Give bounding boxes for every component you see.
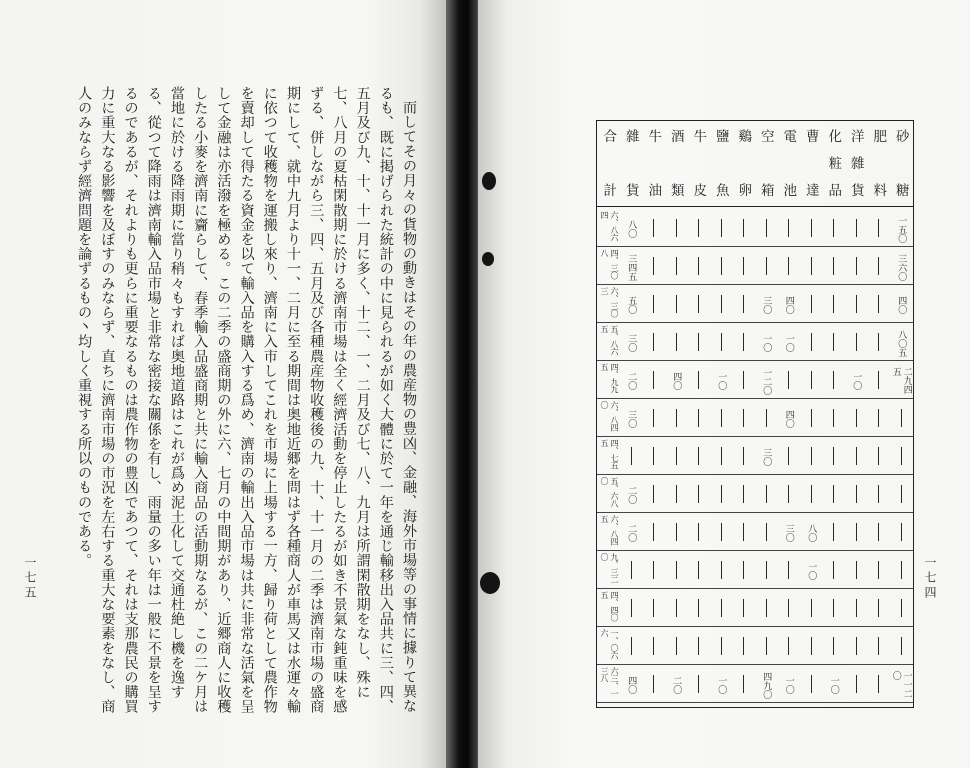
empty-dash bbox=[788, 219, 789, 237]
empty-dash bbox=[721, 257, 722, 275]
column-header-top: 牛 bbox=[690, 129, 707, 145]
empty-dash bbox=[743, 485, 744, 503]
book-gutter bbox=[446, 0, 482, 768]
empty-dash bbox=[743, 523, 744, 541]
column-header bbox=[732, 121, 755, 206]
binding-hole bbox=[482, 172, 496, 190]
empty-dash bbox=[833, 295, 834, 313]
column-header-top: 酒 bbox=[667, 129, 684, 145]
row-rule bbox=[597, 284, 913, 285]
row-total-label: 六、八四五 bbox=[600, 515, 619, 545]
empty-dash bbox=[653, 219, 654, 237]
empty-dash bbox=[698, 447, 699, 465]
empty-dash bbox=[811, 599, 812, 617]
empty-dash bbox=[901, 637, 902, 655]
row-rule bbox=[597, 398, 913, 399]
table-row bbox=[597, 515, 913, 551]
table-cell: 四〇 bbox=[626, 676, 637, 694]
row-rule bbox=[597, 246, 913, 247]
empty-dash bbox=[676, 409, 677, 427]
row-rule bbox=[597, 550, 913, 551]
empty-dash bbox=[878, 257, 879, 275]
row-total-label: 六、八四〇 bbox=[600, 401, 619, 431]
table-cell: 三〇 bbox=[626, 334, 637, 352]
empty-dash bbox=[698, 523, 699, 541]
empty-dash bbox=[856, 333, 857, 351]
column-header-mid: 雜 bbox=[847, 155, 864, 172]
empty-dash bbox=[653, 257, 654, 275]
empty-dash bbox=[901, 485, 902, 503]
empty-dash bbox=[856, 599, 857, 617]
table-cell: 一〇 bbox=[783, 676, 794, 694]
empty-dash bbox=[856, 675, 857, 693]
empty-dash bbox=[698, 409, 699, 427]
table-cell: 四〇 bbox=[783, 410, 794, 428]
empty-dash bbox=[878, 561, 879, 579]
empty-dash bbox=[743, 561, 744, 579]
empty-dash bbox=[631, 447, 632, 465]
table-header bbox=[597, 121, 913, 207]
empty-dash bbox=[676, 523, 677, 541]
row-total-label: 九、三二〇 bbox=[600, 553, 619, 583]
table-cell: 三〇 bbox=[761, 296, 772, 314]
empty-dash bbox=[811, 371, 812, 389]
column-header-top: 化 bbox=[825, 129, 842, 145]
empty-dash bbox=[698, 599, 699, 617]
empty-dash bbox=[721, 637, 722, 655]
empty-dash bbox=[878, 333, 879, 351]
column-header bbox=[890, 121, 913, 206]
empty-dash bbox=[856, 637, 857, 655]
column-header-top: 空 bbox=[757, 129, 774, 145]
empty-dash bbox=[833, 485, 834, 503]
empty-dash bbox=[721, 599, 722, 617]
row-total-label: 六、八六四 bbox=[600, 211, 619, 241]
column-header-bottom: 達 bbox=[802, 182, 819, 198]
empty-dash bbox=[811, 485, 812, 503]
table-cell: 一〇 bbox=[783, 334, 794, 352]
column-header-top: 合 bbox=[600, 129, 617, 145]
column-header bbox=[597, 121, 620, 206]
table-cell: 五〇 bbox=[626, 296, 637, 314]
empty-dash bbox=[901, 561, 902, 579]
empty-dash bbox=[788, 485, 789, 503]
column-header bbox=[867, 121, 890, 206]
empty-dash bbox=[653, 599, 654, 617]
column-header-bottom: 糖 bbox=[892, 182, 909, 198]
empty-dash bbox=[676, 599, 677, 617]
empty-dash bbox=[743, 675, 744, 693]
empty-dash bbox=[811, 257, 812, 275]
column-header bbox=[687, 121, 710, 206]
table-cell: 三四五 bbox=[626, 253, 637, 281]
empty-dash bbox=[743, 637, 744, 655]
empty-dash bbox=[676, 219, 677, 237]
column-header-top: 牛 bbox=[645, 129, 662, 145]
empty-dash bbox=[721, 561, 722, 579]
table-cell: 一〇 bbox=[716, 676, 727, 694]
empty-dash bbox=[676, 561, 677, 579]
column-header-top: 洋 bbox=[847, 129, 864, 145]
row-rule bbox=[597, 626, 913, 627]
empty-dash bbox=[721, 485, 722, 503]
table-row bbox=[597, 553, 913, 589]
empty-dash bbox=[653, 637, 654, 655]
empty-dash bbox=[721, 409, 722, 427]
empty-dash bbox=[743, 447, 744, 465]
column-header-bottom: 箱 bbox=[757, 182, 774, 198]
column-header-bottom: 油 bbox=[645, 182, 662, 198]
row-total-label: 一、〇六六 bbox=[600, 629, 619, 659]
column-header-top: 曹 bbox=[802, 129, 819, 145]
column-header bbox=[710, 121, 733, 206]
table-row bbox=[597, 401, 913, 437]
column-header bbox=[800, 121, 823, 206]
table-row bbox=[597, 591, 913, 627]
table-cell: 一二〇 bbox=[761, 367, 772, 395]
empty-dash bbox=[901, 523, 902, 541]
empty-dash bbox=[631, 637, 632, 655]
column-header-bottom: 魚 bbox=[712, 182, 729, 198]
table-row bbox=[597, 249, 913, 285]
row-total-label: 四、七五五 bbox=[600, 439, 619, 469]
empty-dash bbox=[743, 371, 744, 389]
left-page bbox=[0, 0, 452, 768]
column-header-top: 鷄 bbox=[735, 129, 752, 145]
empty-dash bbox=[653, 333, 654, 351]
page-number-left: 一七五 bbox=[23, 556, 37, 601]
column-header-top: 電 bbox=[780, 129, 797, 145]
table-cell: 四九〇 bbox=[761, 671, 772, 699]
empty-dash bbox=[878, 637, 879, 655]
empty-dash bbox=[676, 485, 677, 503]
column-header-top: 砂 bbox=[892, 129, 909, 145]
empty-dash bbox=[766, 219, 767, 237]
table-cell: 一〇 bbox=[828, 676, 839, 694]
empty-dash bbox=[631, 599, 632, 617]
statistics-table bbox=[596, 120, 914, 708]
table-cell: 二九四五 bbox=[890, 367, 912, 394]
empty-dash bbox=[878, 485, 879, 503]
empty-dash bbox=[878, 295, 879, 313]
column-header-bottom: 貨 bbox=[847, 182, 864, 198]
page-number-right: 一七四 bbox=[923, 556, 937, 601]
empty-dash bbox=[811, 409, 812, 427]
row-rule bbox=[597, 360, 913, 361]
empty-dash bbox=[653, 675, 654, 693]
row-total-label: 四、四〇五 bbox=[600, 591, 619, 621]
empty-dash bbox=[856, 485, 857, 503]
empty-dash bbox=[766, 485, 767, 503]
empty-dash bbox=[788, 257, 789, 275]
empty-dash bbox=[811, 219, 812, 237]
column-header-bottom: 卵 bbox=[735, 182, 752, 198]
empty-dash bbox=[856, 523, 857, 541]
column-header-bottom: 皮 bbox=[690, 182, 707, 198]
table-row bbox=[597, 325, 913, 361]
empty-dash bbox=[766, 561, 767, 579]
empty-dash bbox=[653, 523, 654, 541]
empty-dash bbox=[878, 371, 879, 389]
table-row bbox=[597, 287, 913, 323]
empty-dash bbox=[901, 409, 902, 427]
empty-dash bbox=[721, 447, 722, 465]
empty-dash bbox=[878, 675, 879, 693]
table-cell: 三〇 bbox=[761, 448, 772, 466]
table-cell: 四〇 bbox=[896, 296, 907, 314]
empty-dash bbox=[811, 637, 812, 655]
empty-dash bbox=[788, 637, 789, 655]
column-header-bottom: 貨 bbox=[622, 182, 639, 198]
empty-dash bbox=[788, 599, 789, 617]
empty-dash bbox=[833, 219, 834, 237]
empty-dash bbox=[833, 523, 834, 541]
empty-dash bbox=[721, 333, 722, 351]
table-cell: 八〇 bbox=[806, 524, 817, 542]
empty-dash bbox=[653, 371, 654, 389]
empty-dash bbox=[833, 447, 834, 465]
empty-dash bbox=[653, 561, 654, 579]
column-header bbox=[755, 121, 778, 206]
empty-dash bbox=[743, 599, 744, 617]
column-header-bottom: 品 bbox=[825, 182, 842, 198]
empty-dash bbox=[833, 599, 834, 617]
table-cell: 三六〇 bbox=[896, 253, 907, 281]
row-total-label: 六三、一三八 bbox=[600, 667, 619, 697]
empty-dash bbox=[788, 371, 789, 389]
empty-dash bbox=[901, 447, 902, 465]
paragraph: 而してその月々の貨物の動きはその年の農産物の豊凶、金融、海外市場等の事情に據りて異なるも、既に掲げられた統計の中に見られるが如く大體に於て一年を通じ輸移出入品共に三、四、五月及び九、十、十一月に多く、十二、一、二月及び七、八、九月は所謂閑散期をなし、殊に七、八月の夏枯閑散期に於ける濟南市場は全く經濟活動を停止したるが如き不景氣な鈍重味を感ずる、併しながら三、四、五月及び各種農産物收穫後の九、十、十一月の二季は濟南市場の盛商期にして、就中九月より十一、二月に至る期間は奥地近郷を問はず各種商人が車馬又は水運々輸に依つて收穫物を運搬し來り、濟南に入市してこれを市場に上場する一方、歸り荷として農作物を賣却して得たる資金を以て輸入品を購入する爲め、濟南の輸出入品市場は共に非常な活氣を呈して金融は亦活潑を極める。この二季の盛商期の外に六、七月の中間期があり、近郷商人に收穫したる小麥を濟南に齎らして、春季輸入品盛商期と共に輸入商品の活動期なるが、この二ケ月は當地に於ける降雨期に當り稍々もすれば奥地道路はこれが爲め泥土化して交通杜絶し機を逸する、從つて降雨は濟南輸入品市場と非常な密接な關係を有し、雨量の多い年は一般に不景を呈するのであるが、それよりも更らに重要なるものは農作物の豊凶であつて、それは支那農民の購買力に重大なる影響を及ぼすのみならず、直ちに濟南市場の市況を左右する重大な要素をなし、商人のみならず經濟問題を論ずるもの丶均しく重視する所以のものである。 bbox=[76, 86, 417, 714]
empty-dash bbox=[811, 447, 812, 465]
empty-dash bbox=[833, 637, 834, 655]
row-rule bbox=[597, 322, 913, 323]
empty-dash bbox=[676, 333, 677, 351]
empty-dash bbox=[766, 409, 767, 427]
column-header bbox=[845, 121, 868, 206]
empty-dash bbox=[811, 295, 812, 313]
row-rule bbox=[597, 588, 913, 589]
empty-dash bbox=[653, 447, 654, 465]
row-rule bbox=[597, 512, 913, 513]
column-header-bottom: 類 bbox=[667, 182, 684, 198]
table-row bbox=[597, 363, 913, 399]
empty-dash bbox=[676, 447, 677, 465]
table-cell: 八〇五 bbox=[896, 329, 907, 357]
table-row bbox=[597, 477, 913, 513]
empty-dash bbox=[721, 523, 722, 541]
empty-dash bbox=[766, 523, 767, 541]
empty-dash bbox=[878, 523, 879, 541]
table-row bbox=[597, 439, 913, 475]
empty-dash bbox=[856, 561, 857, 579]
table-row bbox=[597, 629, 913, 665]
empty-dash bbox=[833, 409, 834, 427]
empty-dash bbox=[743, 409, 744, 427]
row-total-label: 四、九九五 bbox=[600, 363, 619, 393]
row-rule bbox=[597, 474, 913, 475]
binding-hole bbox=[482, 252, 494, 266]
column-header-bottom: 池 bbox=[780, 182, 797, 198]
empty-dash bbox=[833, 333, 834, 351]
column-header bbox=[822, 121, 845, 206]
row-total-label: 四、三〇八 bbox=[600, 249, 619, 279]
empty-dash bbox=[698, 561, 699, 579]
body-text bbox=[48, 86, 420, 726]
empty-dash bbox=[698, 257, 699, 275]
empty-dash bbox=[698, 675, 699, 693]
empty-dash bbox=[878, 599, 879, 617]
empty-dash bbox=[743, 257, 744, 275]
table-cell: 二〇 bbox=[671, 676, 682, 694]
table-cell: 一〇 bbox=[716, 372, 727, 390]
empty-dash bbox=[676, 257, 677, 275]
table-cell: 一〇 bbox=[851, 372, 862, 390]
table-cell: 三〇 bbox=[783, 524, 794, 542]
column-header bbox=[642, 121, 665, 206]
empty-dash bbox=[743, 219, 744, 237]
empty-dash bbox=[833, 257, 834, 275]
table-cell: 二〇 bbox=[626, 524, 637, 542]
row-rule bbox=[597, 702, 913, 703]
column-header-top: 鹽 bbox=[712, 129, 729, 145]
empty-dash bbox=[743, 333, 744, 351]
empty-dash bbox=[766, 599, 767, 617]
empty-dash bbox=[698, 219, 699, 237]
column-header-top: 肥 bbox=[870, 129, 887, 145]
empty-dash bbox=[653, 485, 654, 503]
table-row bbox=[597, 211, 913, 247]
table-cell: 二〇 bbox=[626, 486, 637, 504]
empty-dash bbox=[766, 637, 767, 655]
empty-dash bbox=[788, 447, 789, 465]
empty-dash bbox=[698, 333, 699, 351]
table-body bbox=[597, 207, 913, 707]
empty-dash bbox=[811, 675, 812, 693]
empty-dash bbox=[901, 599, 902, 617]
empty-dash bbox=[743, 295, 744, 313]
empty-dash bbox=[856, 295, 857, 313]
empty-dash bbox=[856, 409, 857, 427]
empty-dash bbox=[788, 561, 789, 579]
empty-dash bbox=[833, 561, 834, 579]
table-cell: 一〇 bbox=[761, 334, 772, 352]
row-total-label: 六、三〇三 bbox=[600, 287, 619, 317]
empty-dash bbox=[856, 219, 857, 237]
empty-dash bbox=[878, 447, 879, 465]
row-total-label: 五、八六五 bbox=[600, 325, 619, 355]
table-cell: 一五〇 bbox=[896, 215, 907, 243]
column-header bbox=[665, 121, 688, 206]
empty-dash bbox=[721, 295, 722, 313]
empty-dash bbox=[676, 295, 677, 313]
table-cell: 八〇 bbox=[626, 220, 637, 238]
empty-dash bbox=[698, 637, 699, 655]
row-rule bbox=[597, 436, 913, 437]
column-header-bottom: 料 bbox=[870, 182, 887, 198]
empty-dash bbox=[878, 219, 879, 237]
column-header-mid: 粧 bbox=[825, 155, 842, 172]
table-cell: 四〇 bbox=[671, 372, 682, 390]
empty-dash bbox=[766, 257, 767, 275]
table-cell: 一一二〇 bbox=[890, 671, 912, 698]
empty-dash bbox=[811, 333, 812, 351]
empty-dash bbox=[698, 371, 699, 389]
empty-dash bbox=[653, 409, 654, 427]
empty-dash bbox=[878, 409, 879, 427]
empty-dash bbox=[653, 295, 654, 313]
table-cell: 二〇 bbox=[626, 372, 637, 390]
column-header-bottom: 計 bbox=[600, 182, 617, 198]
empty-dash bbox=[856, 257, 857, 275]
table-row bbox=[597, 667, 913, 703]
empty-dash bbox=[698, 295, 699, 313]
column-header bbox=[620, 121, 643, 206]
table-cell: 三〇 bbox=[626, 410, 637, 428]
row-rule bbox=[597, 664, 913, 665]
binding-hole bbox=[480, 572, 500, 594]
empty-dash bbox=[631, 561, 632, 579]
table-cell: 一〇 bbox=[806, 562, 817, 580]
empty-dash bbox=[856, 447, 857, 465]
column-header-top: 雜 bbox=[622, 129, 639, 145]
column-header bbox=[777, 121, 800, 206]
row-total-label: 五、六八〇 bbox=[600, 477, 619, 507]
empty-dash bbox=[721, 219, 722, 237]
table-cell: 四〇 bbox=[783, 296, 794, 314]
empty-dash bbox=[833, 371, 834, 389]
empty-dash bbox=[676, 637, 677, 655]
empty-dash bbox=[698, 485, 699, 503]
